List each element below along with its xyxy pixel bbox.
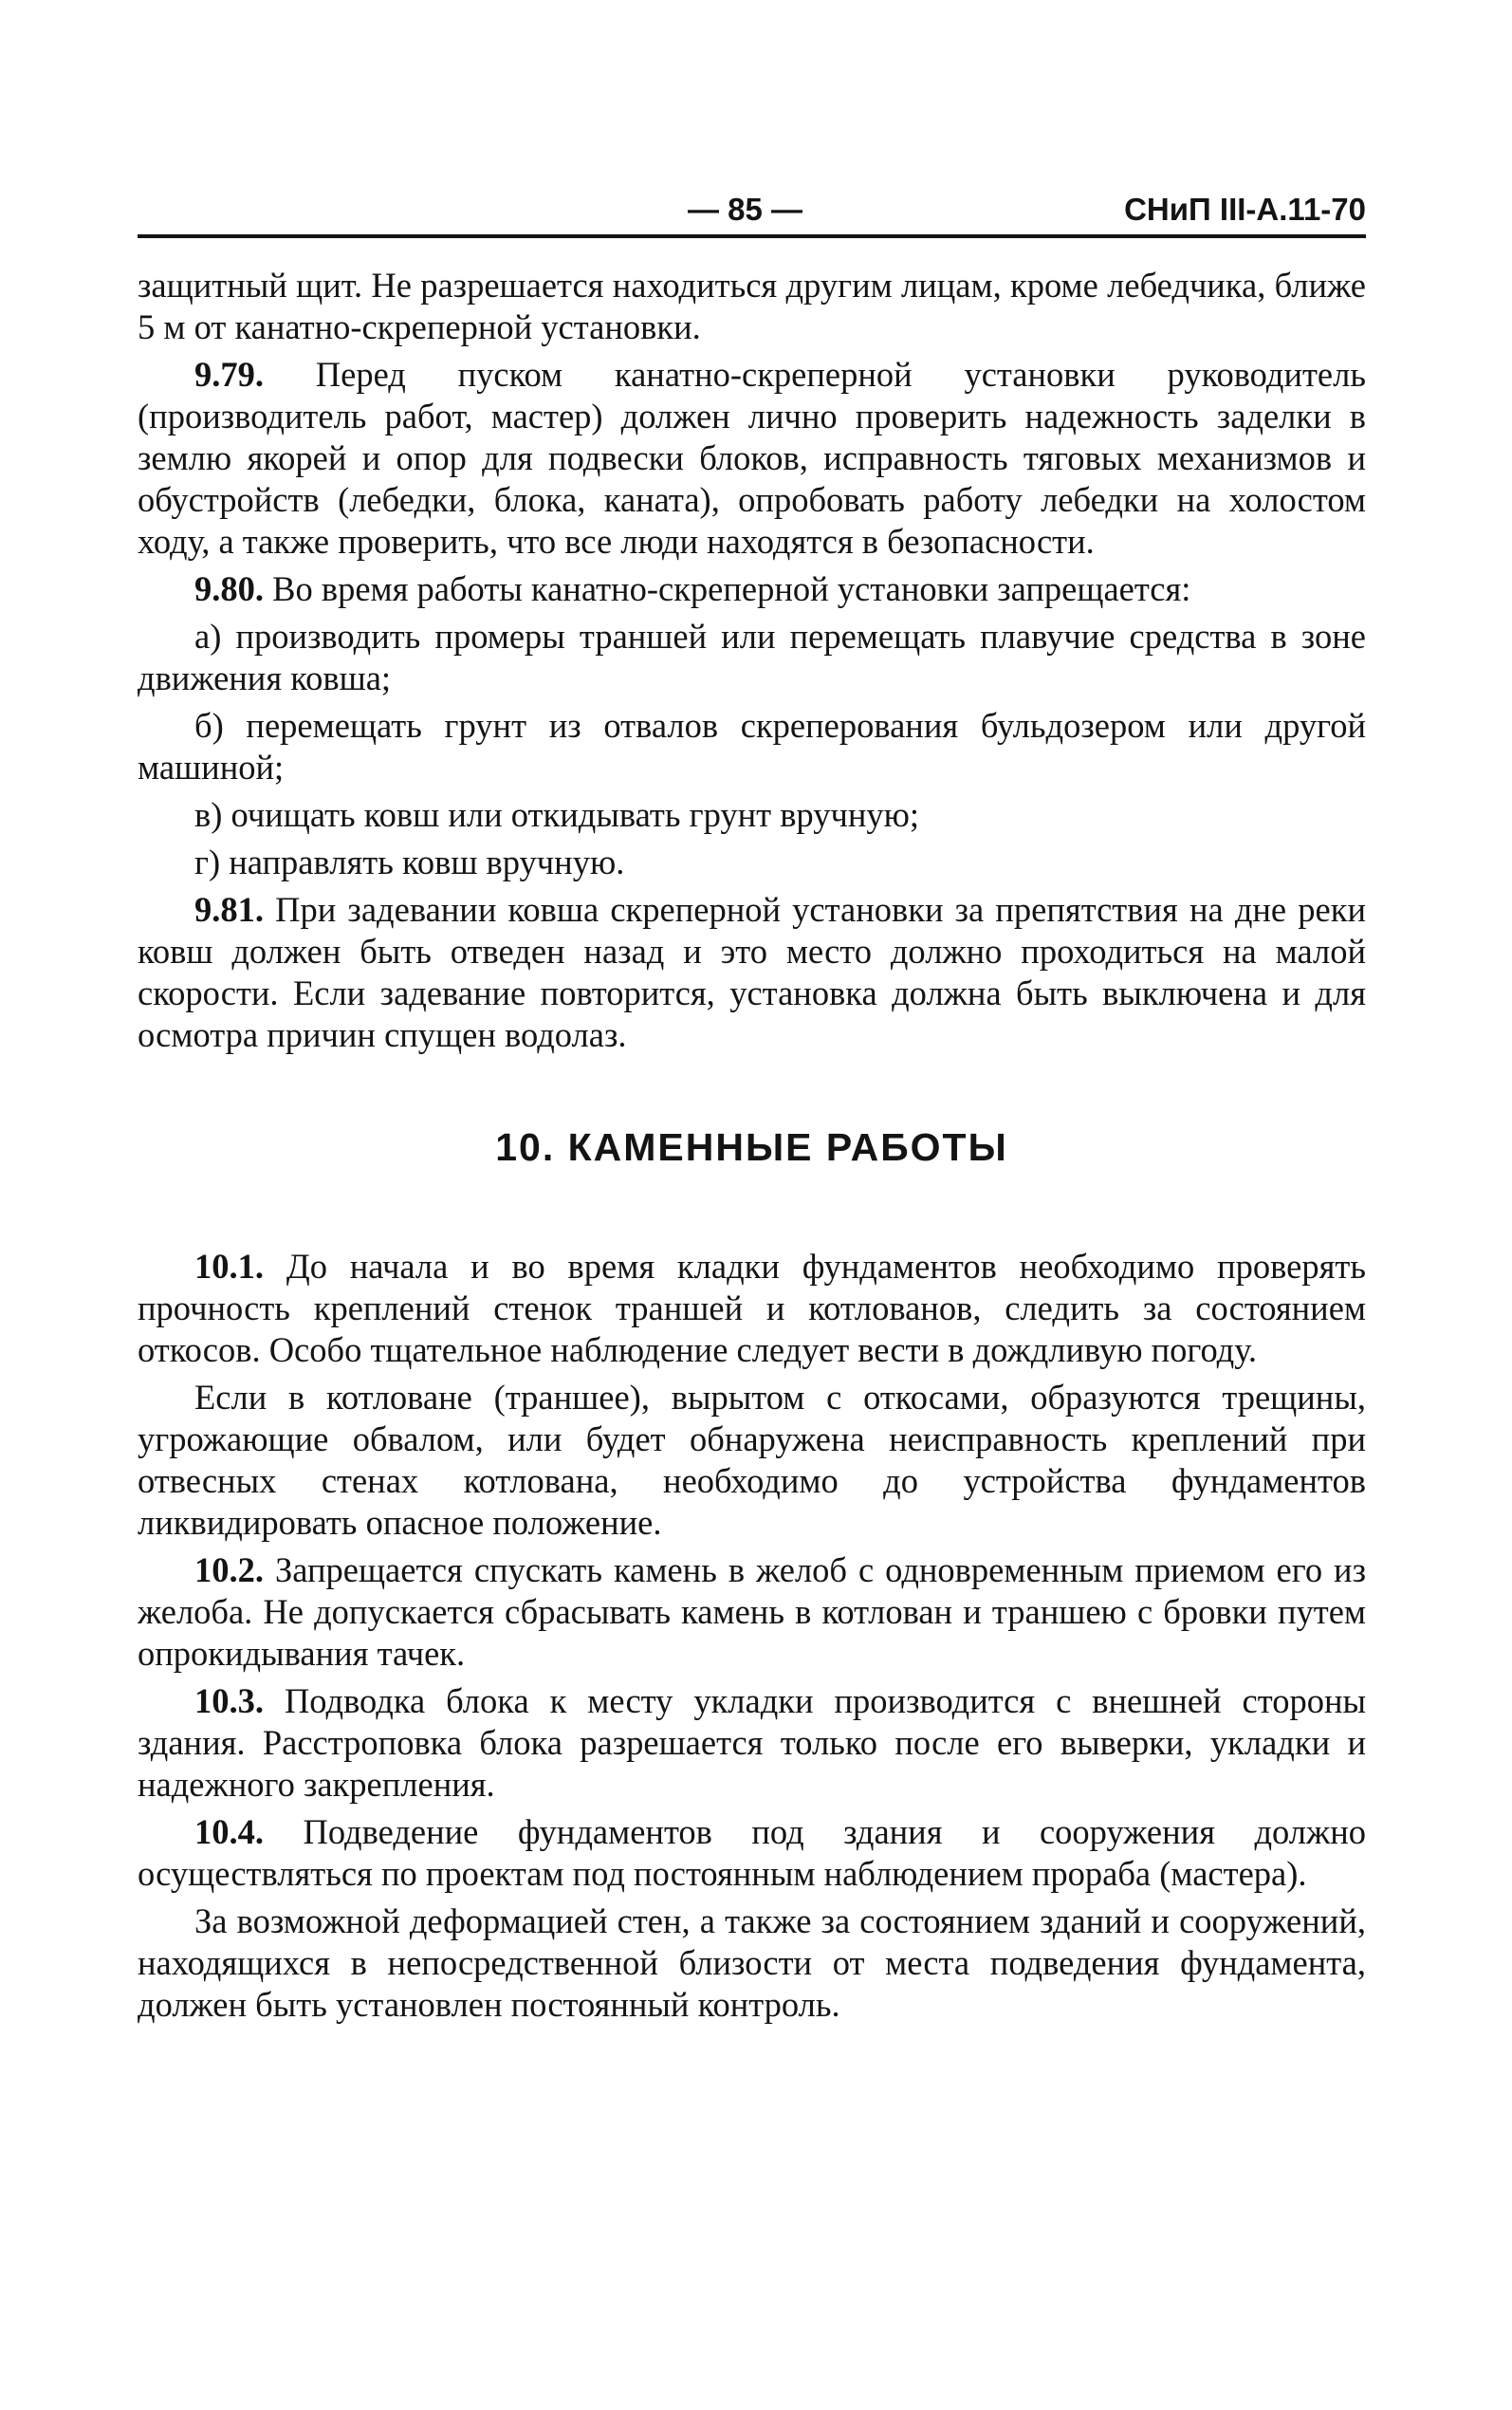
paragraph-p101b: [138, 1377, 1366, 1544]
paragraph-text: а) производить промеры траншей или перемещать плавучие средства в зоне движения ковша;: [138, 617, 1366, 697]
clause-number: 9.80.: [194, 569, 264, 608]
document-page: [138, 185, 1366, 2031]
paragraph-text: в) очищать ковш или откидывать грунт вручную;: [194, 795, 920, 834]
paragraph-text: Подведение фундаментов под здания и сооружения должно осуществляться по проектам под постоянным наблюдением прораба (мастера).: [138, 1812, 1366, 1893]
paragraph-p980v: [138, 794, 1366, 836]
paragraph-text: Во время работы канатно-скреперной установки запрещается:: [264, 569, 1191, 608]
paragraph-p979: [138, 354, 1366, 563]
paragraph-text: Если в котловане (траншее), вырытом с откосами, образуются трещины, угрожающие обвалом, или будет обнаружена неисправность креплений при отвесных стенах котлована, необходимо до устройства фундаментов ликвидировать опасное положение.: [138, 1378, 1366, 1542]
paragraph-text: Запрещается спускать камень в желоб с одновременным приемом его из желоба. Не допускается сбрасывать камень в котлован и траншею с бровки путем опрокидывания тачек.: [138, 1550, 1366, 1673]
paragraphs-before: [138, 265, 1366, 1056]
paragraph-p102: [138, 1549, 1366, 1675]
document-code: СНиП III-А.11-70: [1124, 192, 1366, 227]
page-number: — 85 —: [688, 192, 803, 227]
paragraph-p104b: [138, 1900, 1366, 2026]
paragraph-text: Подводка блока к месту укладки производится с внешней стороны здания. Расстроповка блока разрешается только после его выверки, укладки и надежного закрепления.: [138, 1681, 1366, 1804]
paragraph-text: До начала и во время кладки фундаментов необходимо проверять прочность креплений стенок траншей и котлованов, следить за состоянием откосов. Особо тщательное наблюдение следует вести в дождливую погоду.: [138, 1247, 1366, 1369]
clause-number: 9.81.: [194, 890, 264, 929]
clause-number: 10.1.: [194, 1247, 264, 1286]
paragraph-text: г) направлять ковш вручную.: [194, 843, 625, 881]
paragraph-p980b: [138, 705, 1366, 788]
clause-number: 9.79.: [194, 355, 264, 394]
paragraphs-after: [138, 1246, 1366, 2026]
paragraph-text: Перед пуском канатно-скреперной установки руководитель (производитель работ, мастер) должен лично проверить надежность заделки в землю якорей и опор для подвески блоков, исправность тяговых механизмов и обустройств (лебедки, блока, каната), опробовать работу лебедки на холостом ходу, а также проверить, что все люди находятся в безопасности.: [138, 355, 1366, 561]
paragraph-text: При задевании ковша скреперной установки за препятствия на дне реки ковш должен быть отведен назад и это место должно проходиться на малой скорости. Если задевание повторится, установка должна быть выключена и для осмотра причин спущен водолаз.: [138, 890, 1366, 1054]
clause-number: 10.4.: [194, 1812, 264, 1851]
paragraph-p980g: [138, 842, 1366, 883]
paragraph-p101: [138, 1246, 1366, 1371]
header-rule: [138, 234, 1366, 238]
paragraph-cont: [138, 265, 1366, 348]
clause-number: 10.3.: [194, 1681, 264, 1720]
paragraph-p980a: [138, 616, 1366, 699]
section-title: 10. КАМЕННЫЕ РАБОТЫ: [495, 1125, 1008, 1169]
paragraph-text: б) перемещать грунт из отвалов скреперования бульдозером или другой машиной;: [138, 706, 1366, 787]
paragraph-p981: [138, 889, 1366, 1056]
paragraph-p103: [138, 1680, 1366, 1806]
paragraph-text: За возможной деформацией стен, а также за состоянием зданий и сооружений, находящихся в непосредственной близости от места подведения фундамента, должен быть установлен постоянный контроль.: [138, 1901, 1366, 2024]
paragraph-text: защитный щит. Не разрешается находиться другим лицам, кроме лебедчика, ближе 5 м от канатно-скреперной установки.: [138, 266, 1366, 346]
clause-number: 10.2.: [194, 1550, 264, 1589]
paragraph-p104: [138, 1811, 1366, 1895]
page-header: [138, 185, 1366, 232]
paragraph-p980: [138, 568, 1366, 610]
